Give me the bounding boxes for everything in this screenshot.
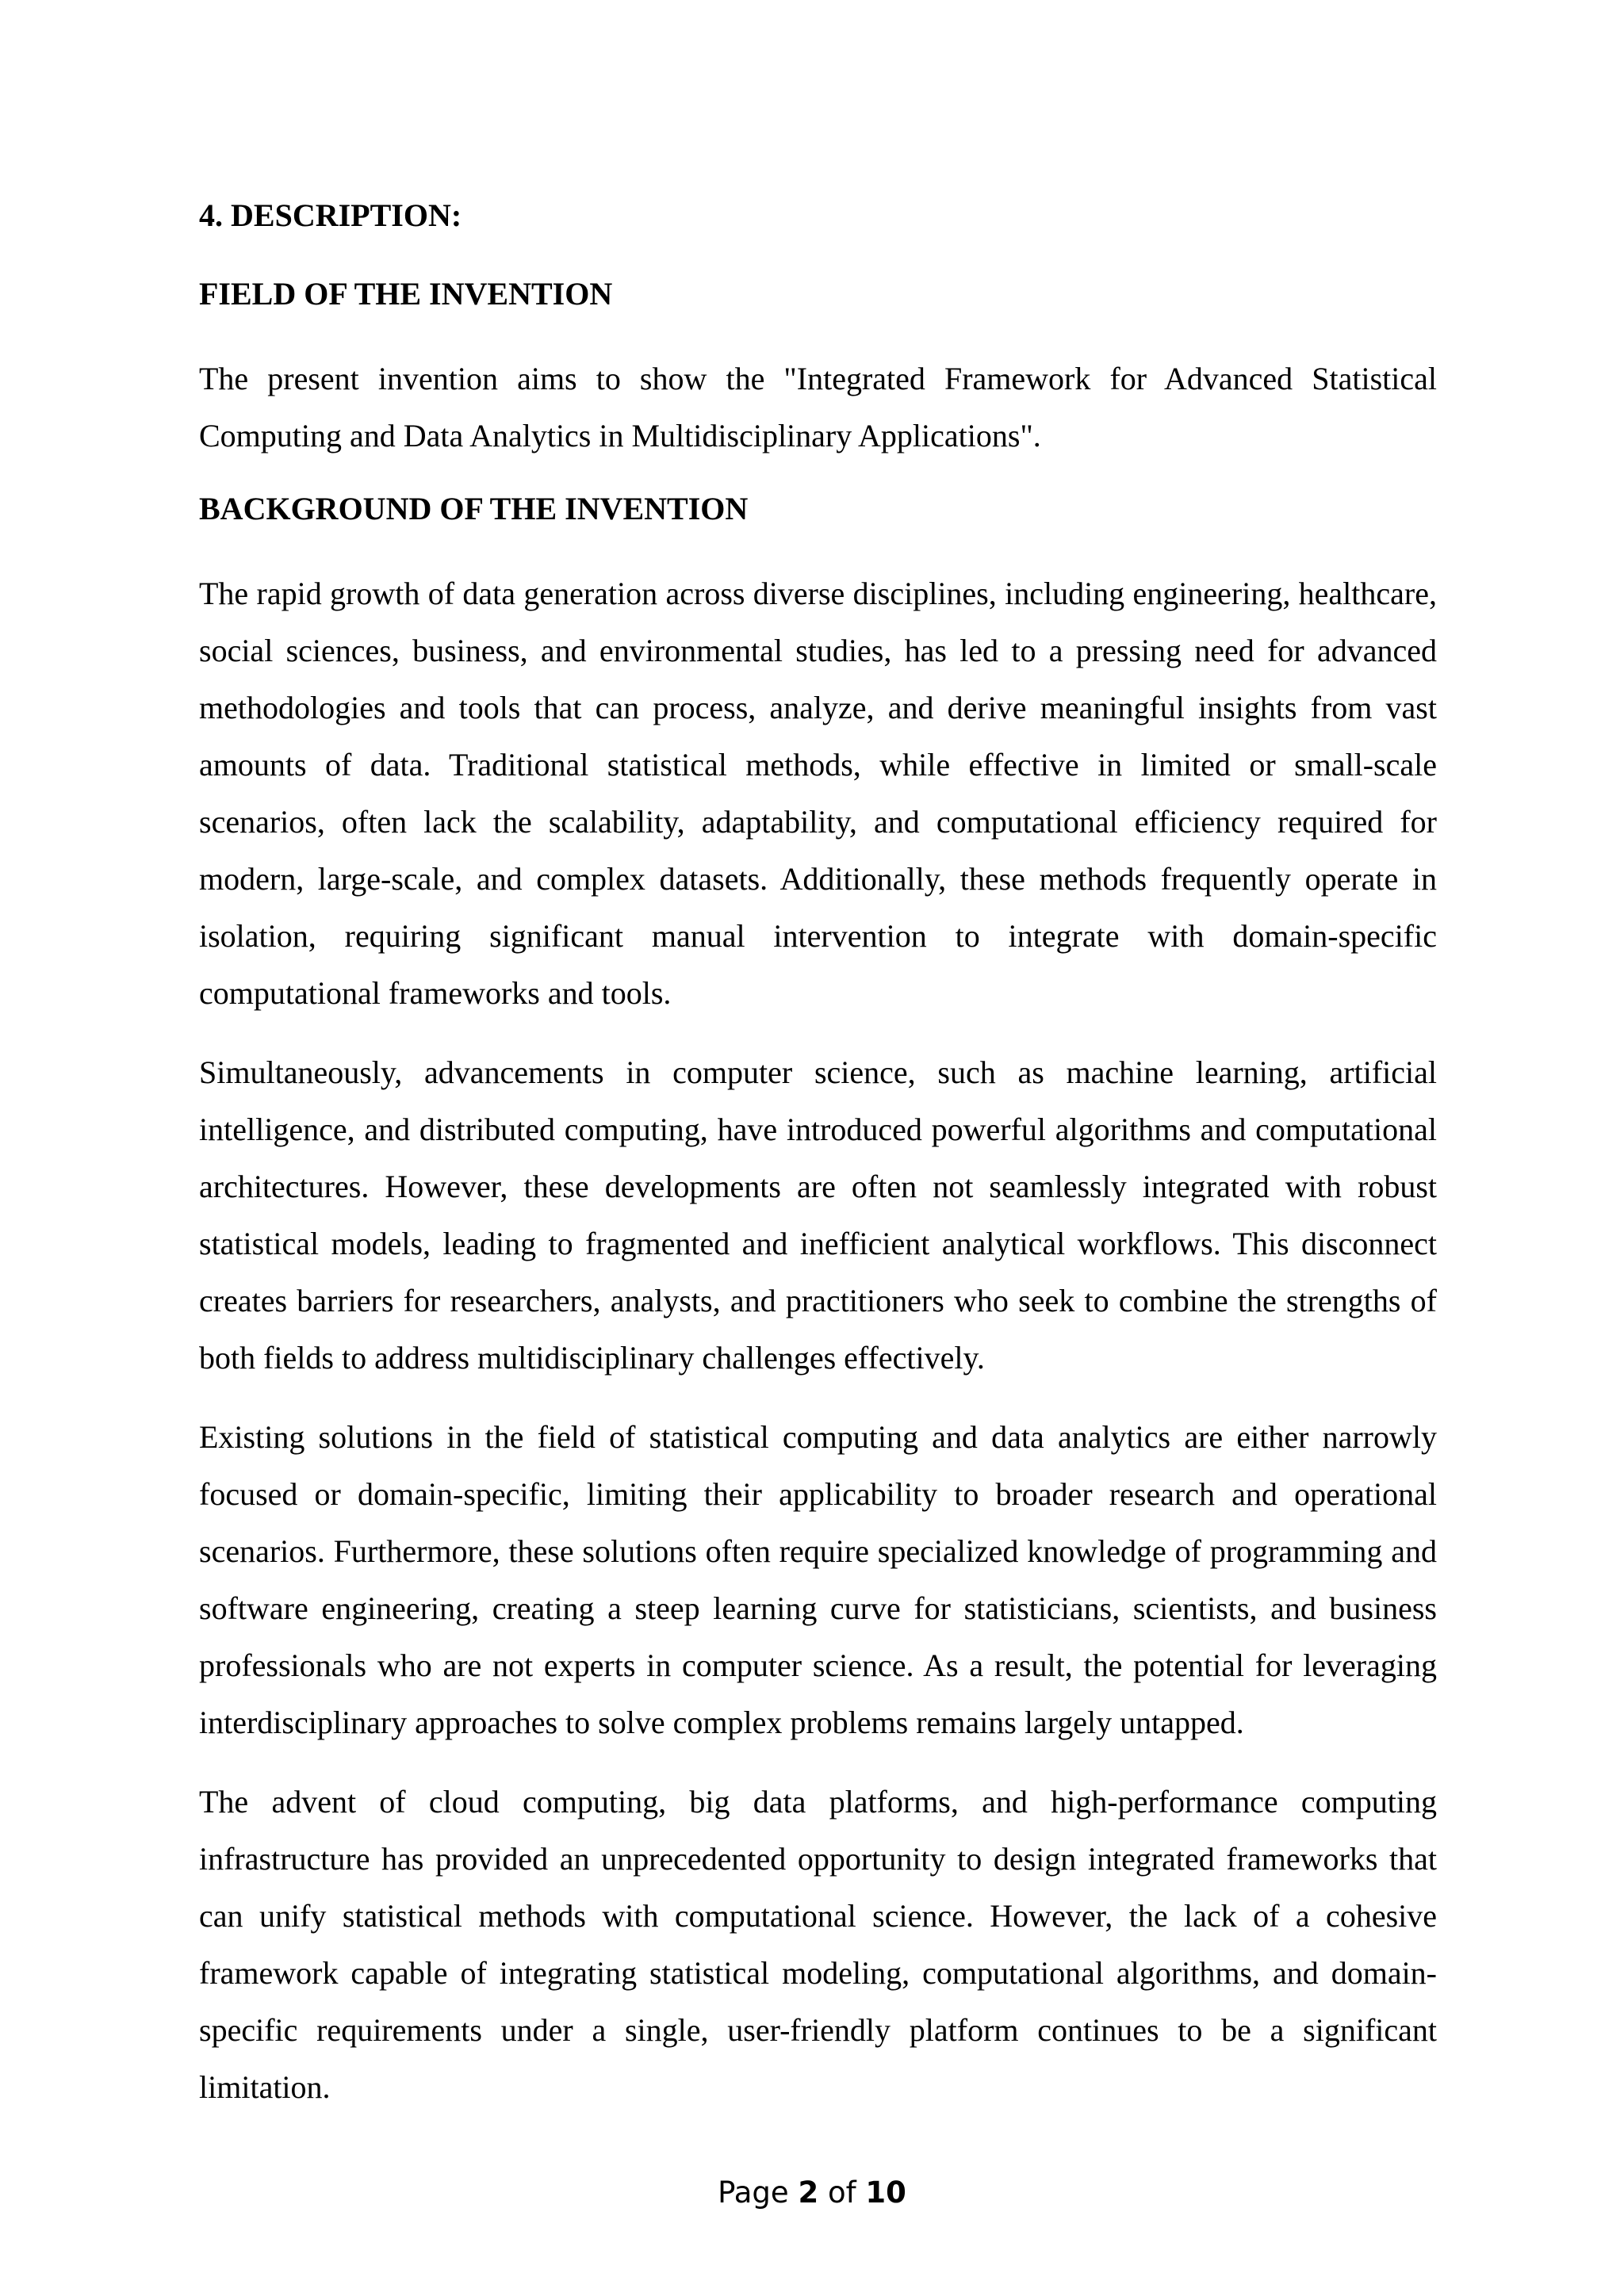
field-paragraph: The present invention aims to show the "Integrated Framework for Advanced Statistical Computing and Data Analytics in Multidisciplinary Applications". [199, 361, 1437, 453]
page-label: Page [718, 2175, 789, 2210]
background-paragraph-1: The rapid growth of data generation across diverse disciplines, including engineering, healthcare, social sciences, business, and environmental studies, has led to a pressing need for advanced methodologies and tools that can process, analyze, and derive meaningful insights from vast amounts of data. Traditional statistical methods, while effective in limited or small-scale scenarios, often lack the scalability, adaptability, and computational efficiency required for modern, large-scale, and complex datasets. Additionally, these methods frequently operate in isolation, requiring significant manual intervention to integrate with domain-specific computational frameworks and tools. [199, 576, 1437, 1011]
of-label: of [827, 2175, 856, 2210]
background-paragraph-4: The advent of cloud computing, big data platforms, and high-performance computing infrastructure has provided an unprecedented opportunity to design integrated frameworks that can unify statistical methods with computational science. However, the lack of a cohesive framework capable of integrating statistical modeling, computational algorithms, and domain-specific requirements under a single, user-friendly platform continues to be a significant limitation. [199, 1784, 1437, 2105]
field-heading: FIELD OF THE INVENTION [199, 276, 613, 312]
document-body [199, 193, 1437, 2138]
current-page-number: 2 [798, 2175, 819, 2210]
background-heading: BACKGROUND OF THE INVENTION [199, 491, 749, 526]
page-footer [0, 2174, 1624, 2212]
total-pages-number: 10 [865, 2175, 906, 2210]
background-paragraph-3: Existing solutions in the field of statistical computing and data analytics are either narrowly focused or domain-specific, limiting their applicability to broader research and operational scenarios. Furthermore, these solutions often require specialized knowledge of programming and software engineering, creating a steep learning curve for statisticians, scientists, and business professionals who are not experts in computer science. As a result, the potential for leveraging interdisciplinary approaches to solve complex problems remains largely untapped. [199, 1419, 1437, 1740]
background-paragraph-2: Simultaneously, advancements in computer science, such as machine learning, artificial intelligence, and distributed computing, have introduced powerful algorithms and computational architectures. However, these developments are often not seamlessly integrated with robust statistical models, leading to fragmented and inefficient analytical workflows. This disconnect creates barriers for researchers, analysts, and practitioners who seek to combine the strengths of both fields to address multidisciplinary challenges effectively. [199, 1054, 1437, 1376]
section-heading: 4. DESCRIPTION: [199, 197, 462, 233]
